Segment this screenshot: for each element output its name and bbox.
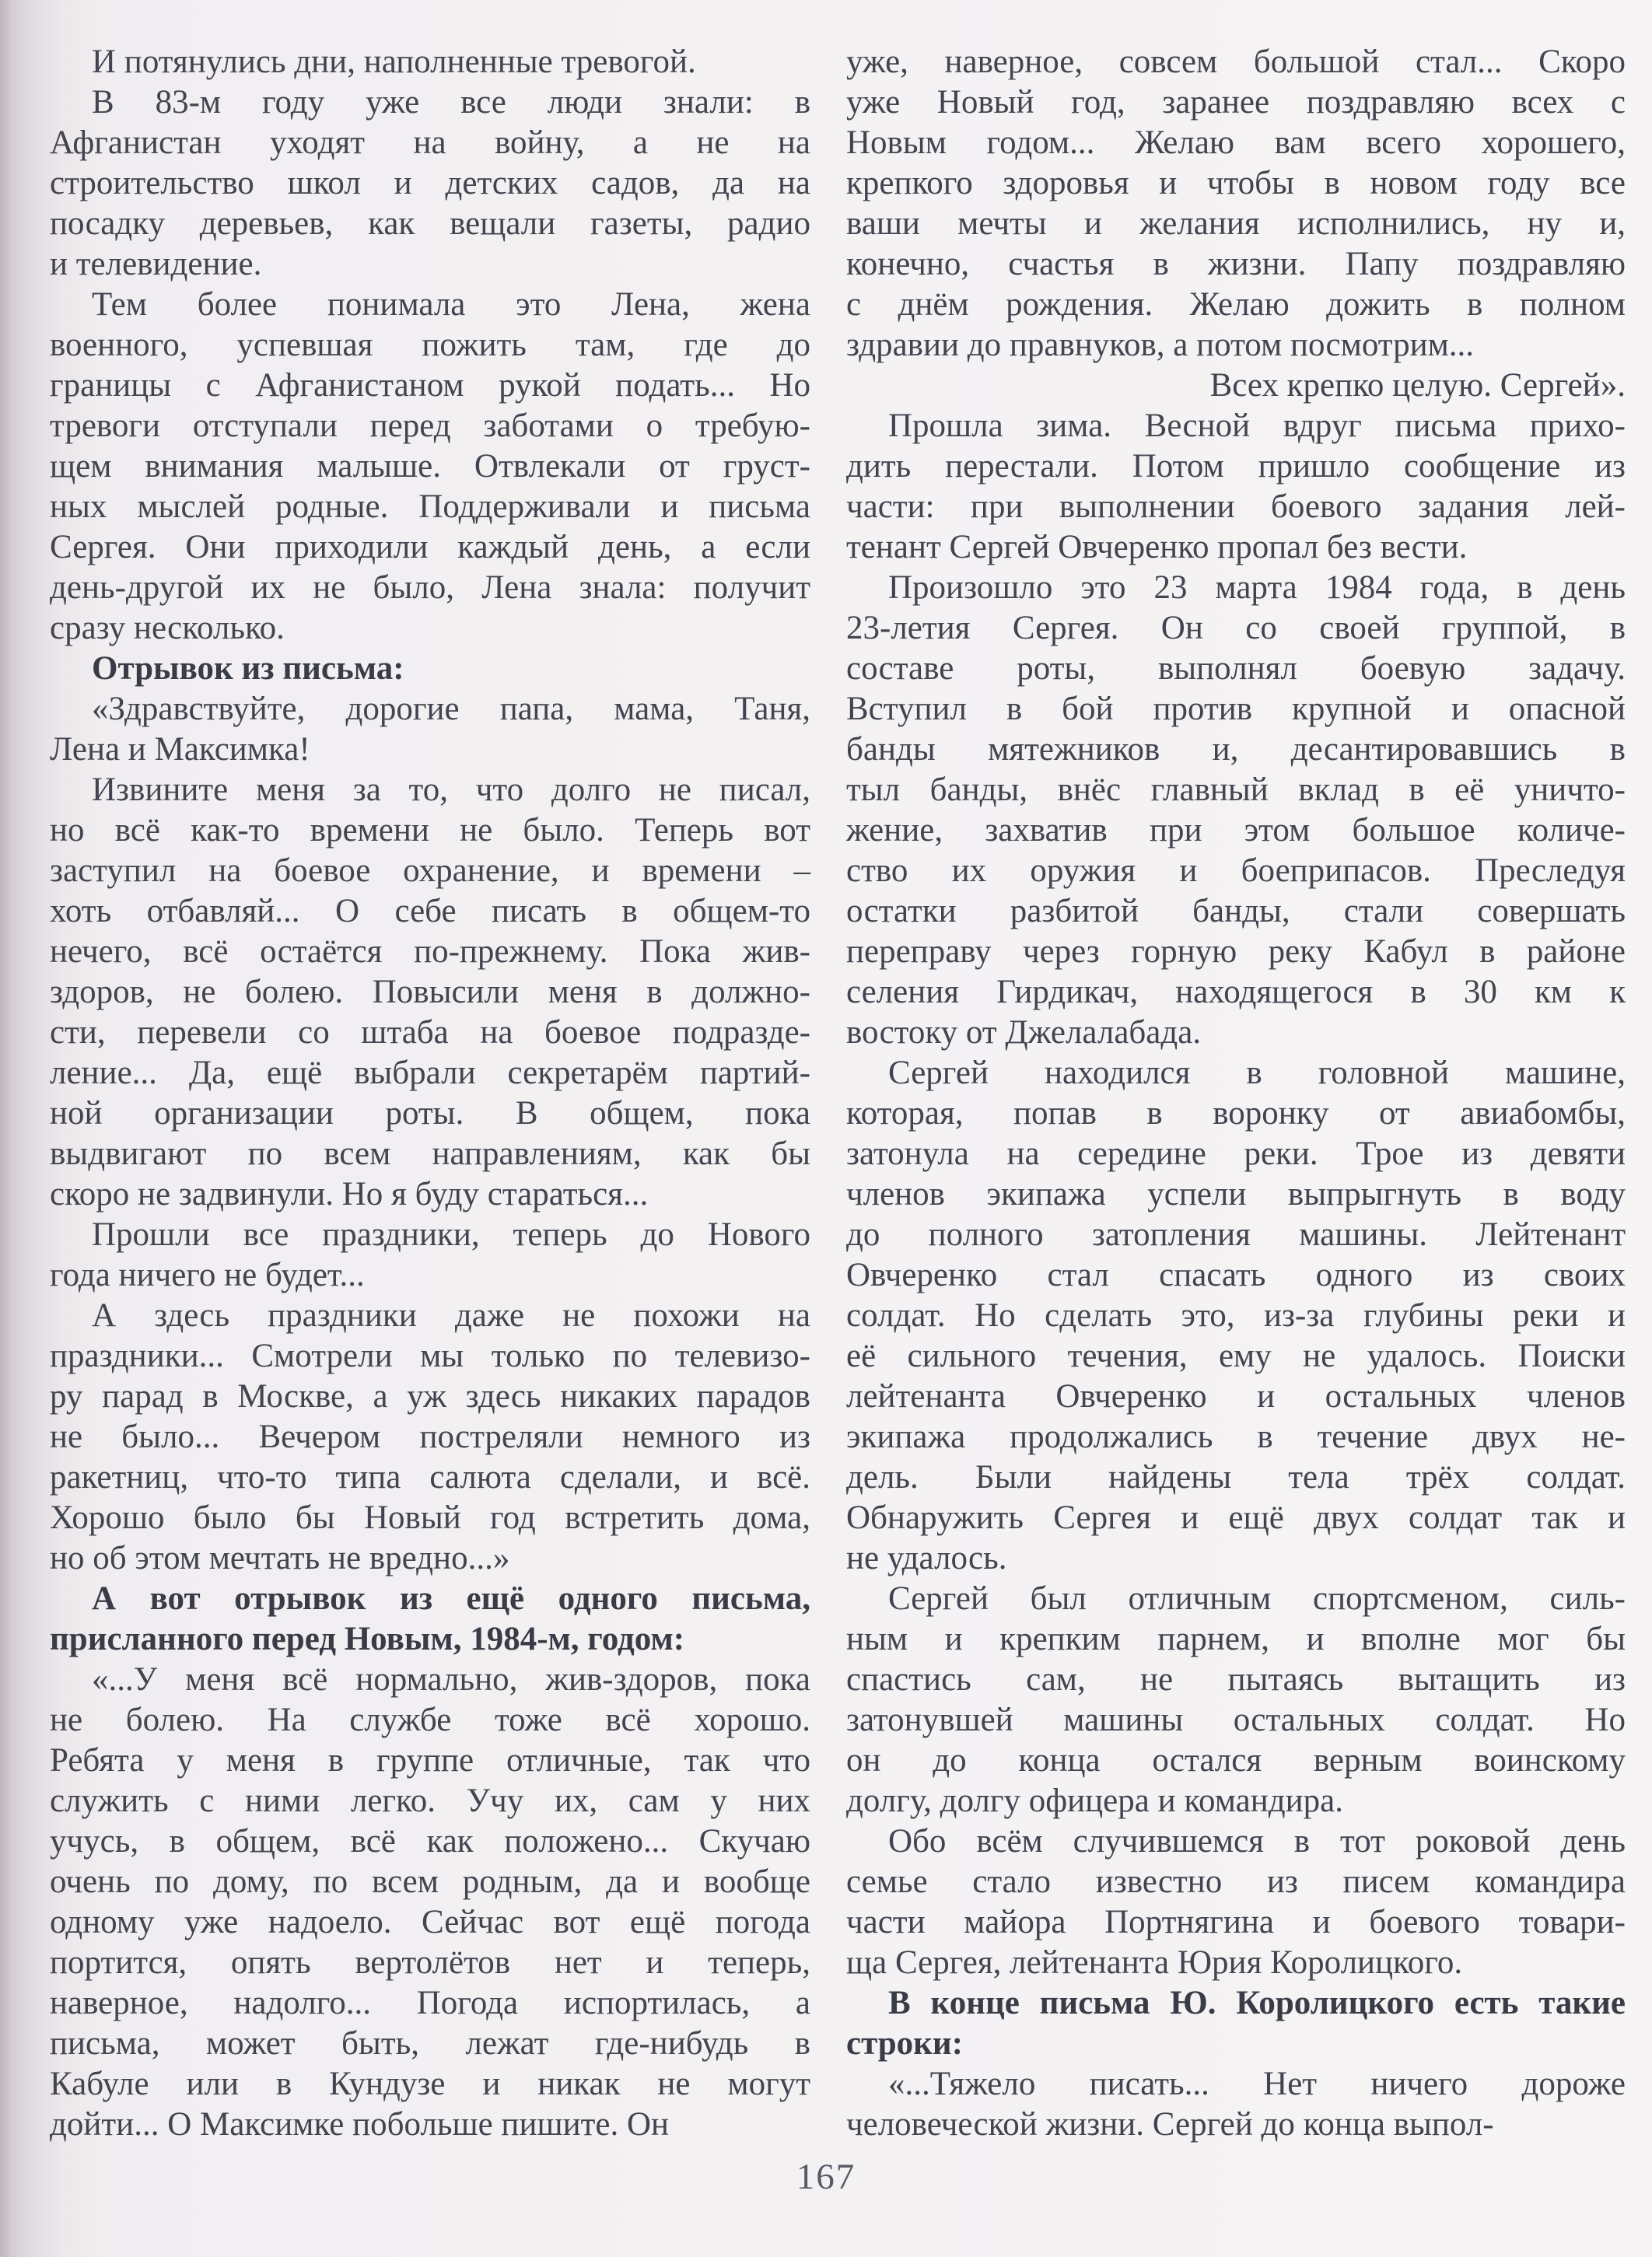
paragraph xyxy=(846,568,1626,1053)
text-line: учусь, в общем, всё как положено... Скучаю xyxy=(50,1823,810,1860)
text-line: Вступил в бой против крупной и опасной xyxy=(846,691,1626,727)
text-line: нечего, всё остаётся по-прежнему. Пока жив- xyxy=(50,933,810,970)
page-number: 167 xyxy=(796,2157,856,2197)
text-line: Прошли все праздники, теперь до Нового xyxy=(92,1216,810,1253)
paragraph xyxy=(50,1215,810,1296)
paragraph xyxy=(50,82,810,285)
text-line: заступил на боевое охранение, и времени – xyxy=(50,852,810,889)
text-line: не было... Вечером постреляли немного из xyxy=(50,1419,810,1455)
text-line: ру парад в Москве, а уж здесь никаких парадов xyxy=(50,1378,810,1415)
text-line: портится, опять вертолётов нет и теперь, xyxy=(50,1944,810,1981)
text-line: с днём рождения. Желаю дожить в полном xyxy=(846,286,1626,323)
text-line: её сильного течения, ему не удалось. Поиски xyxy=(846,1338,1626,1374)
text-line: тревоги отступали перед заботами о требую- xyxy=(50,408,810,444)
text-line: посадку деревьев, как вещали газеты, радио xyxy=(50,205,810,242)
text-line: военного, успевшая пожить там, где до xyxy=(50,327,810,363)
text-line: Кабуле или в Кундузе и никак не могут xyxy=(50,2066,810,2102)
text-line: И потянулись дни, наполненные тревогой. xyxy=(92,44,696,80)
text-line: он до конца остался верным воинскому xyxy=(846,1742,1626,1779)
paragraph xyxy=(50,1660,810,2145)
text-line: Сергей был отличным спортсменом, силь- xyxy=(888,1580,1626,1617)
text-line: членов экипажа успели выпрыгнуть в воду xyxy=(846,1176,1626,1212)
paragraph xyxy=(846,1579,1626,1821)
text-line: не болею. На службе тоже всё хорошо. xyxy=(50,1702,810,1738)
text-line: составе роты, выполнял боевую задачу. xyxy=(846,650,1626,687)
text-line: письма, может быть, лежат где-нибудь в xyxy=(50,2025,810,2062)
text-line: лейтенанта Овчеренко и остальных членов xyxy=(846,1378,1626,1415)
text-line: В конце письма Ю. Королицкого есть такие xyxy=(888,1985,1626,2021)
text-line: уже, наверное, совсем большой стал... Скоро xyxy=(846,44,1626,80)
text-line: В 83-м году уже все люди знали: в xyxy=(92,84,810,121)
text-line: тыл банды, внёс главный вклад в её уничто- xyxy=(846,772,1626,808)
paragraph xyxy=(846,2064,1626,2145)
text-line: здоров, не болею. Повысили меня в должно- xyxy=(50,974,810,1010)
text-line: хоть отбавляй... О себе писать в общем-то xyxy=(50,893,810,929)
text-line: уже Новый год, заранее поздравляю всех с xyxy=(846,84,1626,121)
text-line: ных мыслей родные. Поддерживали и письма xyxy=(50,488,810,525)
text-line: долгу, долгу офицера и командира. xyxy=(846,1783,1343,1819)
text-line: здравии до правнуков, а потом посмотрим... xyxy=(846,327,1475,363)
paragraph xyxy=(50,770,810,1215)
text-line: Произошло это 23 марта 1984 года, в день xyxy=(888,569,1626,606)
text-line: ща Сергея, лейтенанта Юрия Королицкого. xyxy=(846,1944,1463,1981)
paragraph xyxy=(50,42,810,82)
text-line: праздники... Смотрели мы только по телевизо- xyxy=(50,1338,810,1374)
text-line: Сергея. Они приходили каждый день, а если xyxy=(50,529,810,565)
text-line: границы с Афганистаном рукой подать... Но xyxy=(50,367,810,404)
paragraph xyxy=(846,366,1626,406)
text-line: Овчеренко стал спасать одного из своих xyxy=(846,1257,1626,1293)
text-line: скоро не задвинули. Но я буду стараться... xyxy=(50,1176,649,1212)
text-line: Обо всём случившемся в тот роковой день xyxy=(888,1823,1626,1860)
text-line: Лена и Максимка! xyxy=(50,731,310,768)
text-line: «...У меня всё нормально, жив-здоров, пока xyxy=(92,1661,810,1698)
heading-paragraph xyxy=(50,649,810,689)
text-line: Хорошо было бы Новый год встретить дома, xyxy=(50,1499,810,1536)
text-line: семье стало известно из писем командира xyxy=(846,1863,1626,1900)
text-line: переправу через горную реку Кабул в районе xyxy=(846,933,1626,970)
text-line: Извините меня за то, что долго не писал, xyxy=(92,772,810,808)
text-line: Всех крепко целую. Сергей». xyxy=(1209,367,1626,404)
text-line: крепкого здоровья и чтобы в новом году все xyxy=(846,165,1626,201)
text-columns xyxy=(50,42,1626,2145)
text-line: но об этом мечтать не вредно...» xyxy=(50,1540,510,1576)
text-line: года ничего не будет... xyxy=(50,1257,365,1293)
text-line: ваши мечты и желания исполнились, ну и, xyxy=(846,205,1626,242)
text-line: банды мятежников и, десантировавшись в xyxy=(846,731,1626,768)
text-line: Отрывок из письма: xyxy=(92,650,404,687)
text-line: жение, захватив при этом большое количе- xyxy=(846,812,1626,849)
text-line: строки: xyxy=(846,2025,964,2062)
text-line: ство их оружия и боеприпасов. Преследуя xyxy=(846,852,1626,889)
text-line: Тем более понимала это Лена, жена xyxy=(92,286,810,323)
text-line: ной организации роты. В общем, пока xyxy=(50,1095,810,1132)
text-line: востоку от Джелалабада. xyxy=(846,1014,1202,1051)
text-line: дить перестали. Потом пришло сообщение из xyxy=(846,448,1626,485)
text-line: затонула на середине реки. Трое из девяти xyxy=(846,1135,1626,1172)
text-line: наверное, надолго... Погода испортилась, а xyxy=(50,1985,810,2021)
text-line: ление... Да, ещё выбрали секретарём партий- xyxy=(50,1055,810,1091)
text-line: но всё как-то времени не было. Теперь вот xyxy=(50,812,810,849)
text-line: выдвигают по всем направлениям, как бы xyxy=(50,1135,810,1172)
text-line: Прошла зима. Весной вдруг письма прихо- xyxy=(888,408,1626,444)
text-line: Новым годом... Желаю вам всего хорошего, xyxy=(846,124,1626,161)
text-line: конечно, счастья в жизни. Папу поздравляю xyxy=(846,246,1626,282)
text-line: до полного затопления машины. Лейтенант xyxy=(846,1216,1626,1253)
text-line: и телевидение. xyxy=(50,246,262,282)
text-line: затонувшей машины остальных солдат. Но xyxy=(846,1702,1626,1738)
heading-paragraph xyxy=(50,1579,810,1660)
text-line: «...Тяжело писать... Нет ничего дороже xyxy=(888,2066,1626,2102)
text-line: остатки разбитой банды, стали совершать xyxy=(846,893,1626,929)
paragraph xyxy=(846,406,1626,568)
text-line: 23-летия Сергея. Он со своей группой, в xyxy=(846,610,1626,646)
text-line: селения Гирдикач, находящегося в 30 км к xyxy=(846,974,1626,1010)
text-line: Афганистан уходят на войну, а не на xyxy=(50,124,810,161)
text-line: сти, перевели со штаба на боевое подразде- xyxy=(50,1014,810,1051)
text-line: щем внимания малыше. Отвлекали от груст- xyxy=(50,448,810,485)
text-column-left xyxy=(50,42,810,2145)
text-line: не удалось. xyxy=(846,1540,1007,1576)
text-line: тенант Сергей Овчеренко пропал без вести. xyxy=(846,529,1468,565)
text-line: служить с ними легко. Учу их, сам у них xyxy=(50,1783,810,1819)
text-line: Обнаружить Сергея и ещё двух солдат так и xyxy=(846,1499,1626,1536)
text-line: спастись сам, не пытаясь вытащить из xyxy=(846,1661,1626,1698)
text-line: экипажа продолжались в течение двух не- xyxy=(846,1419,1626,1455)
paragraph xyxy=(846,42,1626,366)
text-line: которая, попав в воронку от авиабомбы, xyxy=(846,1095,1626,1132)
paragraph xyxy=(50,689,810,770)
text-line: «Здравствуйте, дорогие папа, мама, Таня, xyxy=(92,691,810,727)
paragraph xyxy=(50,1296,810,1579)
text-line: очень по дому, по всем родным, да и вообще xyxy=(50,1863,810,1900)
paragraph xyxy=(846,1821,1626,1983)
text-line: ракетниц, что-то типа салюта сделали, и всё. xyxy=(50,1459,810,1496)
text-line: ным и крепким парнем, и вполне мог бы xyxy=(846,1621,1626,1657)
text-line: день-другой их не было, Лена знала: получит xyxy=(50,569,810,606)
paragraph xyxy=(50,285,810,649)
text-line: Сергей находился в головной машине, xyxy=(888,1055,1626,1091)
text-line: дойти... О Максимке побольше пишите. Он xyxy=(50,2106,670,2143)
text-line: присланного перед Новым, 1984-м, годом: xyxy=(50,1621,685,1657)
text-line: Ребята у меня в группе отличные, так что xyxy=(50,1742,810,1779)
paragraph xyxy=(846,1053,1626,1579)
text-column-right xyxy=(846,42,1626,2145)
text-line: солдат. Но сделать это, из-за глубины реки и xyxy=(846,1297,1626,1334)
text-line: строительство школ и детских садов, да на xyxy=(50,165,810,201)
text-line: дель. Были найдены тела трёх солдат. xyxy=(846,1459,1626,1496)
text-line: А здесь праздники даже не похожи на xyxy=(92,1297,810,1334)
heading-paragraph xyxy=(846,1983,1626,2064)
text-line: одному уже надоело. Сейчас вот ещё погода xyxy=(50,1904,810,1940)
text-line: сразу несколько. xyxy=(50,610,285,646)
text-line: части майора Портнягина и боевого товари- xyxy=(846,1904,1626,1940)
text-line: части: при выполнении боевого задания лей- xyxy=(846,488,1626,525)
text-line: человеческой жизни. Сергей до конца выпол- xyxy=(846,2106,1494,2143)
text-line: А вот отрывок из ещё одного письма, xyxy=(92,1580,810,1617)
